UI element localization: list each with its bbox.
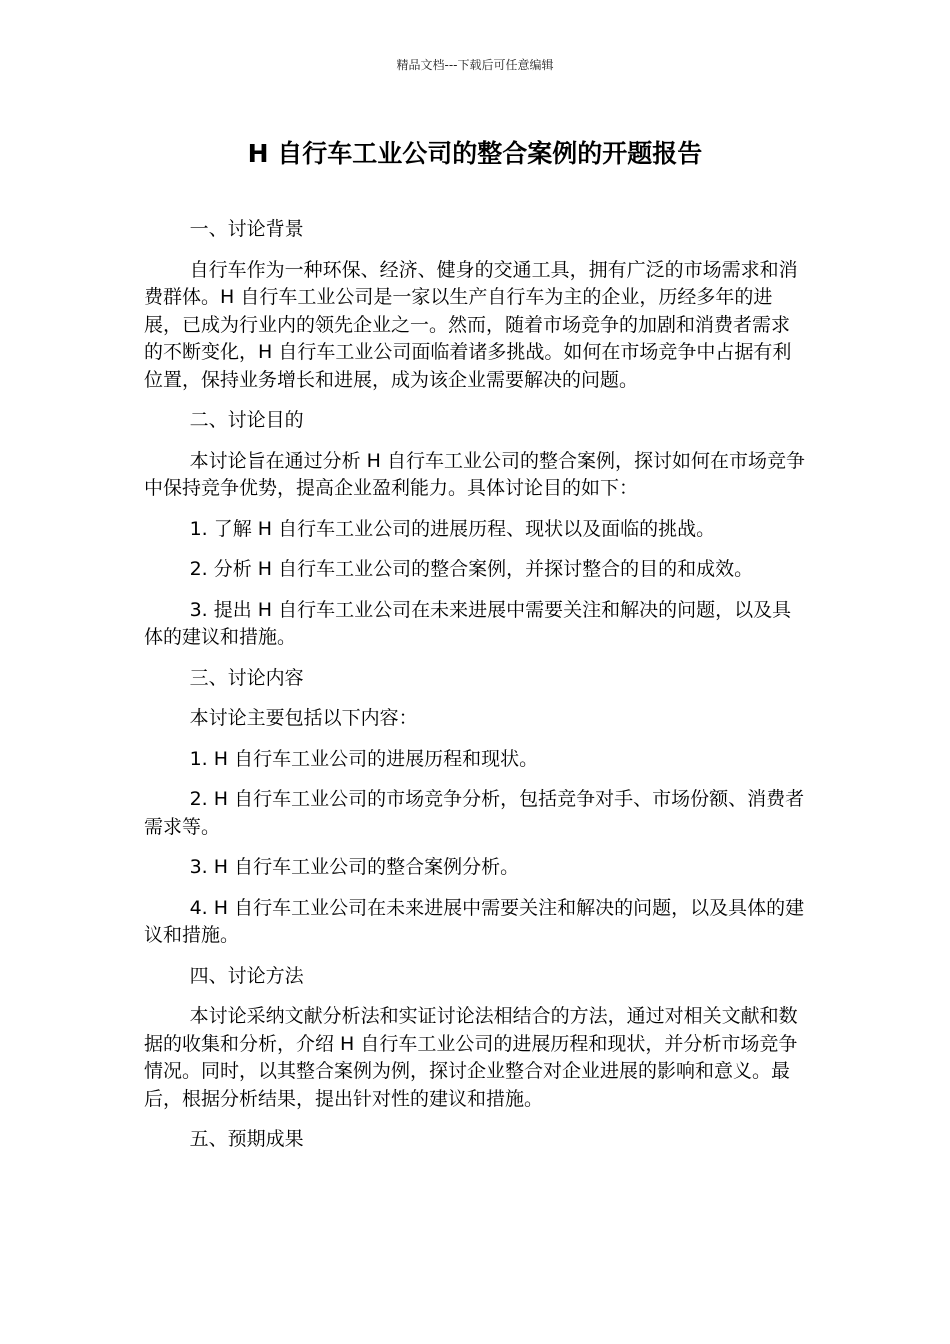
page-title: H 自行车工业公司的整合案例的开题报告 (247, 139, 703, 168)
paragraph-method: 本讨论采纳文献分析法和实证讨论法相结合的方法，通过对相关文献和数据的收集和分析，介绍 H 自行车工业公司的进展历程和现状，并分析市场竞争情况。同时，以其整合案例为例，探讨企业整合对企业进展的影响和意义。最后，根据分析结果，提出针对性的建议和措施。 (144, 1005, 798, 1110)
header-note: 精品文档---下载后可任意编辑 (396, 58, 554, 72)
section-heading-background: 一、讨论背景 (189, 218, 304, 240)
list-item-content-2: 2. H 自行车工业公司的市场竞争分析，包括竞争对手、市场份额、消费者需求等。 (144, 788, 805, 838)
paragraph-content-intro: 本讨论主要包括以下内容： (189, 707, 418, 729)
section-heading-expected-results: 五、预期成果 (189, 1128, 304, 1150)
list-item-content-4: 4. H 自行车工业公司在未来进展中需要关注和解决的问题，以及具体的建议和措施。 (144, 896, 805, 946)
section-heading-content: 三、讨论内容 (189, 666, 304, 689)
paragraph-background: 自行车作为一种环保、经济、健身的交通工具，拥有广泛的市场需求和消费群体。H 自行车工业公司是一家以生产自行车为主的企业，历经多年的进展，已成为行业内的领先企业之一。然而，随着市场竞争的加剧和消费者需求的不断变化，H 自行车工业公司面临着诸多挑战。如何在市场竞争中占据有利位置，保持业务增长和进展，成为该企业需要解决的问题。 (144, 258, 798, 391)
list-item-content-3: 3. H 自行车工业公司的整合案例分析。 (189, 856, 520, 878)
document-body (144, 216, 806, 1167)
paragraph-purpose: 本讨论旨在通过分析 H 自行车工业公司的整合案例，探讨如何在市场竞争中保持竞争优势，提高企业盈利能力。具体讨论目的如下： (144, 449, 805, 499)
list-item-purpose-2: 2. 分析 H 自行车工业公司的整合案例，并探讨整合的目的和成效。 (189, 558, 754, 580)
section-heading-method: 四、讨论方法 (189, 964, 304, 987)
list-item-purpose-1: 1. 了解 H 自行车工业公司的进展历程、现状以及面临的挑战。 (189, 517, 716, 540)
list-item-purpose-3: 3. 提出 H 自行车工业公司在未来进展中需要关注和解决的问题，以及具体的建议和措施。 (144, 598, 792, 648)
section-heading-purpose: 二、讨论目的 (189, 409, 304, 431)
list-item-content-1: 1. H 自行车工业公司的进展历程和现状。 (189, 747, 539, 770)
